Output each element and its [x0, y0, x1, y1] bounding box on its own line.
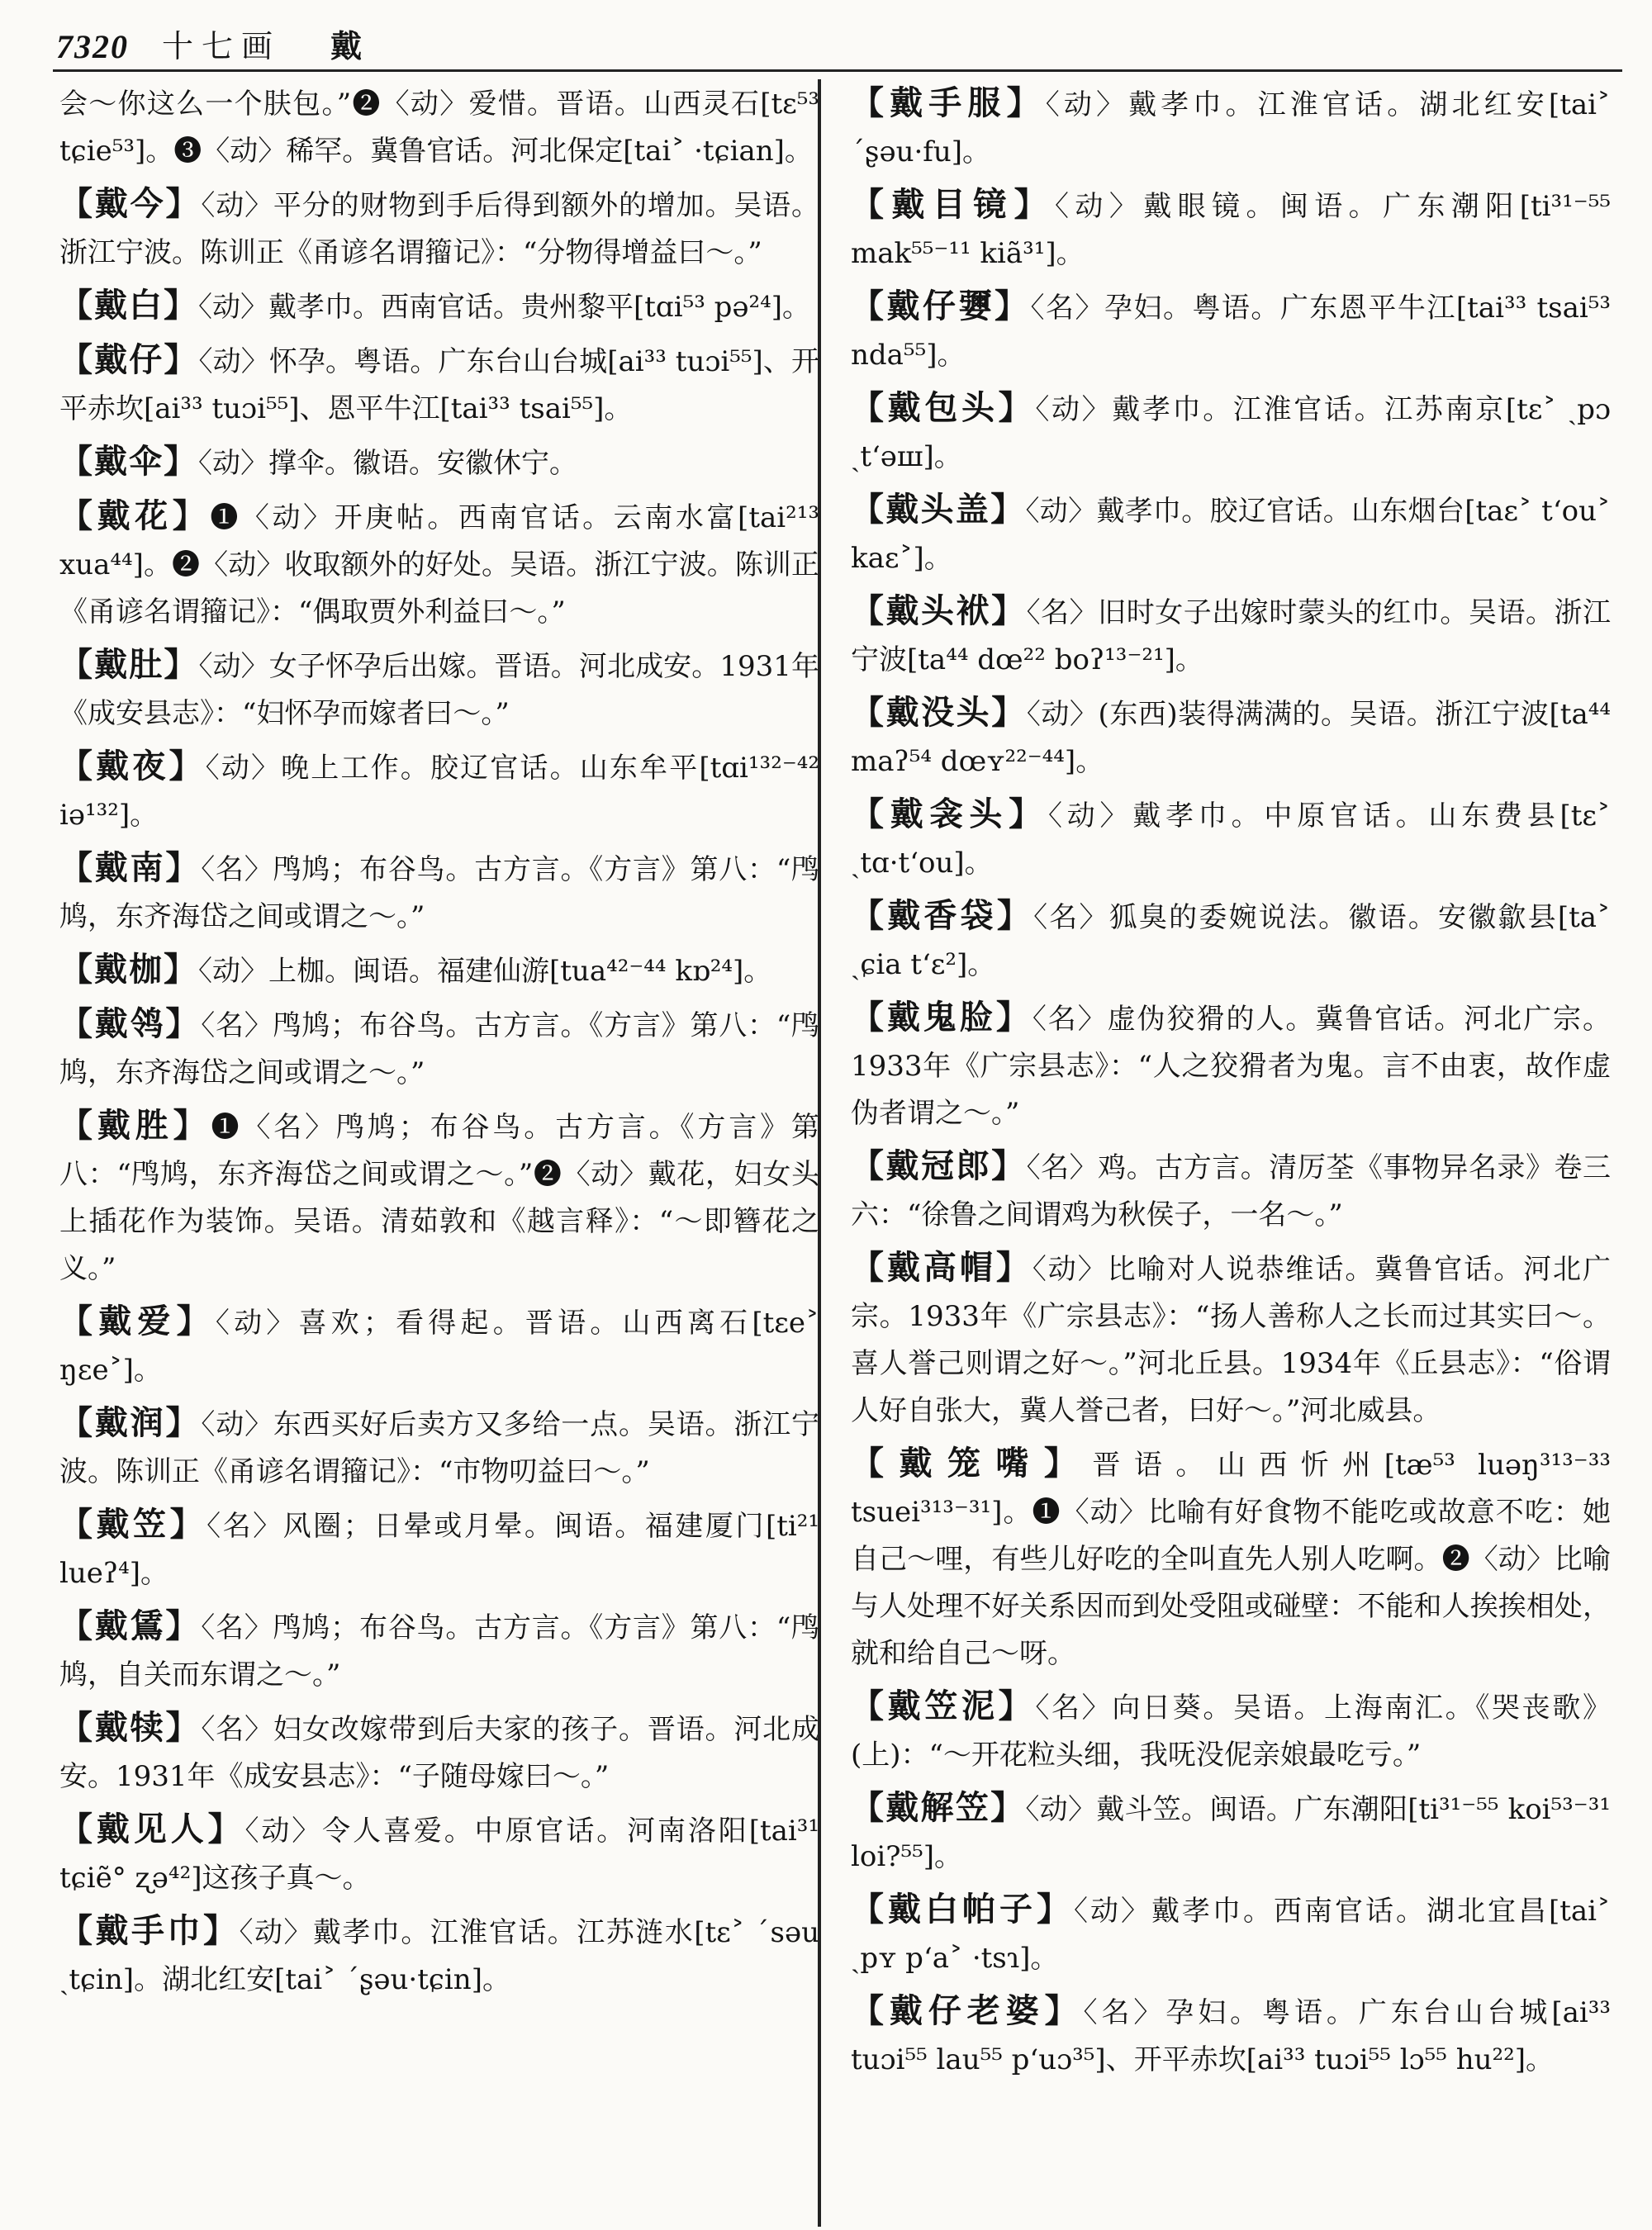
- entry-text: 〈动〉上枷。闽语。福建仙游[tua⁴²⁻⁴⁴ kɒ²⁴]。: [198, 955, 772, 988]
- entry-headword: 【 戴高帽 】: [851, 1248, 1032, 1287]
- entry-headword: 【 戴香袋 】: [851, 896, 1033, 935]
- dictionary-entry: [851, 79, 1611, 176]
- entry-text: 〈动〉戴孝巾。江淮官话。江苏南京[tɛ˃ ˏpɔ ˏt‘əш]。: [851, 393, 1611, 473]
- dictionary-entry: [59, 1298, 819, 1394]
- entry-text: 〈动〉(东西)装得满满的。吴语。浙江宁波[ta⁴⁴ maʔ⁵⁴ dœʏ²²⁻⁴⁴]。: [851, 698, 1611, 778]
- page-header: [56, 12, 1626, 66]
- page-number: 7320: [56, 28, 129, 65]
- entry-text: 〈动〉怀孕。粤语。广东台山台城[ai³³ tuɔi⁵⁵]、开平赤坎[ai³³ tuɔi⁵⁵]、恩平牛江[tai³³ tsai⁵⁵]。: [59, 345, 819, 425]
- dictionary-entry: [59, 282, 819, 331]
- dictionary-entry: [851, 1987, 1611, 2084]
- entry-headword: 【 戴鵀 】: [59, 1606, 201, 1645]
- entry-headword: 【 戴夜 】: [59, 747, 206, 785]
- entry-text: 〈动〉戴孝巾。胶辽官话。山东烟台[taɛ˃ t‘ou˃ kaɛ˃]。: [851, 495, 1611, 575]
- entry-text: 〈动〉戴孝巾。西南官话。湖北宜昌[tai˃ ˏpʏ p‘a˃ ·tsɿ]。: [851, 1895, 1611, 1975]
- dictionary-entry: [851, 486, 1611, 582]
- entry-text: 〈名〉旧时女子出嫁时蒙头的红巾。吴语。浙江宁波[ta⁴⁴ dœ²² boʔ¹³⁻²¹]。: [851, 596, 1611, 676]
- entry-text: 〈动〉平分的财物到手后得到额外的增加。吴语。浙江宁波。陈训正《甬谚名谓籀记》：“分物得增益曰～。”: [59, 189, 819, 269]
- dictionary-entry: [59, 336, 819, 433]
- entry-headword: 【 戴今 】: [59, 184, 201, 223]
- dictionary-entry: [59, 438, 819, 487]
- entry-text: 会～你这么一个肤包。”❷〈动〉爱惜。晋语。山西灵石[tɛ⁵³ tɕie⁵³]。❸〈动〉稀罕。冀鲁官话。河北保定[tai˃ ·tɕian]。: [59, 88, 819, 168]
- entry-headword: 【 戴爱 】: [59, 1302, 216, 1340]
- entry-text: 〈动〉喜欢；看得起。晋语。山西离石[tɛe˃ ŋɛe˃]。: [59, 1307, 819, 1387]
- dictionary-entry: [59, 1602, 819, 1699]
- entry-text: 〈名〉妇女改嫁带到后夫家的孩子。晋语。河北成安。1931年《成安县志》：“子随母嫁曰～。”: [59, 1713, 819, 1793]
- dictionary-entry: [59, 1000, 819, 1097]
- dictionary-entry: [851, 587, 1611, 684]
- dictionary-entry: [851, 181, 1611, 278]
- dictionary-entry: [59, 1805, 819, 1902]
- dictionary-entry: [851, 1886, 1611, 1982]
- left-column: [59, 79, 819, 2218]
- entry-headword: 【 戴犊 】: [59, 1708, 201, 1747]
- dictionary-entry: [59, 1102, 819, 1293]
- entry-text: 〈动〉令人喜爱。中原官话。河南洛阳[tai³¹ tɕiẽ° ʐə⁴²]这孩子真～。: [59, 1815, 819, 1895]
- dictionary-entry: [59, 1501, 819, 1597]
- entry-headword: 【 戴手服 】: [851, 83, 1046, 122]
- entry-headword: 【 戴仔㜷 】: [851, 287, 1030, 325]
- entry-text: 〈名〉鸤鸠；布谷鸟。古方言。《方言》第八：“鸤鸠，自关而东谓之～。”: [59, 1611, 819, 1691]
- entry-headword: 【 戴花 】: [59, 496, 210, 535]
- entry-headword: 【 戴笼嘴 】: [851, 1444, 1092, 1483]
- dictionary-entry: [851, 689, 1611, 785]
- dictionary-entry: [851, 1244, 1611, 1435]
- entry-headword: 【 戴伞 】: [59, 442, 198, 481]
- entry-headword: 【 戴包头 】: [851, 388, 1035, 427]
- entry-text: 〈名〉孕妇。粤语。广东恩平牛江[tai³³ tsai⁵³ nda⁵⁵]。: [851, 292, 1611, 372]
- dictionary-entry: [851, 1142, 1611, 1239]
- dictionary-entry: [851, 282, 1611, 379]
- entry-text: ❶〈动〉开庚帖。西南官话。云南水富[tai²¹³ xua⁴⁴]。❷〈动〉收取额外的好处。吴语。浙江宁波。陈训正《甬谚名谓籀记》：“偶取贾外利益曰～。”: [59, 501, 819, 629]
- entry-headword: 【 戴肚 】: [59, 645, 198, 684]
- entry-headword: 【 戴仔老婆 】: [851, 1991, 1084, 2030]
- entry-text: 〈动〉戴孝巾。西南官话。贵州黎平[tɑi⁵³ pə²⁴]。: [198, 291, 811, 324]
- entry-text: 〈动〉戴斗笠。闽语。广东潮阳[ti³¹⁻⁵⁵ koi⁵³⁻³¹ loi?⁵⁵]。: [851, 1793, 1611, 1873]
- entry-text: 〈名〉向日葵。吴语。上海南汇。《哭丧歌》(上)：“～开花粒头细，我呒没伲亲娘最吃亏。”: [851, 1691, 1611, 1772]
- entry-headword: 【 戴见人 】: [59, 1810, 245, 1848]
- dictionary-entry: [851, 790, 1611, 887]
- entry-text: 〈动〉戴孝巾。中原官话。山东费县[tɛ˃ ˏtɑ·t‘ou]。: [851, 799, 1611, 880]
- running-head-character: 戴: [330, 27, 363, 64]
- stroke-section-title: 十七画: [162, 28, 282, 64]
- column-divider: [818, 79, 821, 2227]
- entry-headword: 【 戴仔 】: [59, 340, 198, 379]
- entry-headword: 【 戴笠 】: [59, 1505, 206, 1544]
- entry-text: 〈动〉戴眼镜。闽语。广东潮阳[ti³¹⁻⁵⁵ mak⁵⁵⁻¹¹ kiã³¹]。: [851, 190, 1611, 270]
- dictionary-entry: [59, 180, 819, 277]
- dictionary-entry: [59, 1399, 819, 1496]
- header-rule: [53, 69, 1622, 72]
- right-column: [851, 79, 1611, 2218]
- dictionary-entry: [851, 1440, 1611, 1677]
- dictionary-entry: [851, 1784, 1611, 1881]
- entry-text: 〈动〉比喻对人说恭维话。冀鲁官话。河北广宗。1933年《广宗县志》：“扬人善称人之长而过其实曰～。喜人誉己则谓之好～。”河北丘县。1934年《丘县志》：“俗谓人好自张大，冀人誉己者，曰好～。”河北威县。: [851, 1253, 1611, 1427]
- entry-headword: 【 戴解笠 】: [851, 1788, 1025, 1827]
- entry-headword: 【 戴衾头 】: [851, 795, 1048, 833]
- entry-headword: 【 戴润 】: [59, 1403, 201, 1442]
- dictionary-entry: [59, 1704, 819, 1801]
- dictionary-entry: [851, 384, 1611, 481]
- dictionary-entry: [59, 844, 819, 941]
- dictionary-entry: [59, 492, 819, 636]
- entry-text: 〈动〉撑伞。徽语。安徽休宁。: [198, 447, 577, 480]
- entry-headword: 【 戴头盖 】: [851, 490, 1025, 529]
- entry-headword: 【 戴没头 】: [851, 693, 1027, 732]
- entry-text: 〈名〉鸤鸠；布谷鸟。古方言。《方言》第八：“鸤鸠，东齐海岱之间或谓之～。”: [59, 853, 819, 933]
- entry-text: 晋语。山西忻州[tæ⁵³ luəŋ³¹³⁻³³ tsuei³¹³⁻³¹]。❶〈动〉比喻有好食物不能吃或故意不吃：她自己～哩，有些儿好吃的全叫直先人别人吃啊。❷〈动〉比喻与人处理不好关系因而到处受阻或碰壁：不能和人挨挨相处，就和给自己～呀。: [851, 1449, 1611, 1670]
- entry-headword: 【 戴鸰 】: [59, 1004, 201, 1043]
- entry-text: 〈动〉晚上工作。胶辽官话。山东牟平[tɑi¹³²⁻⁴² iə¹³²]。: [59, 752, 819, 832]
- entry-text: 〈名〉鸡。古方言。清厉荃《事物异名录》卷三六：“徐鲁之间谓鸡为秋侯子，一名～。”: [851, 1151, 1611, 1231]
- entry-text: 〈动〉东西买好后卖方又多给一点。吴语。浙江宁波。陈训正《甬谚名谓籀记》：“市物叨益曰～。”: [59, 1408, 819, 1488]
- dictionary-entry: [851, 994, 1611, 1137]
- dictionary-entry: [851, 1682, 1611, 1779]
- entry-text: 〈名〉风圈；日晕或月晕。闽语。福建厦门[ti²¹ lueʔ⁴]。: [59, 1510, 819, 1590]
- dictionary-entry: [851, 892, 1611, 989]
- entry-text: 〈动〉女子怀孕后出嫁。晋语。河北成安。1931年《成安县志》：“妇怀孕而嫁者曰～。”: [59, 650, 819, 730]
- entry-headword: 【 戴笠泥 】: [851, 1687, 1035, 1725]
- entry-text: 〈动〉戴孝巾。江淮官话。江苏涟水[tɛ˃ ˊsəu ˏtɕin]。湖北红安[tai˃ ˊʂəu·tɕin]。: [59, 1916, 819, 1996]
- entry-headword: 【 戴枷 】: [59, 950, 198, 989]
- entry-headword: 【 戴南 】: [59, 848, 201, 887]
- entry-headword: 【 戴手巾 】: [59, 1911, 239, 1950]
- entry-headword: 【 戴鬼脸 】: [851, 998, 1032, 1037]
- dictionary-entry: [59, 743, 819, 839]
- dictionary-entry: [59, 946, 819, 995]
- entry-text: 〈名〉虚伪狡猾的人。冀鲁官话。河北广宗。1933年《广宗县志》：“人之狡猾者为鬼。言不由衷，故作虚伪者谓之～。”: [851, 1003, 1611, 1130]
- entry-text: 〈名〉孕妇。粤语。广东台山台城[ai³³ tuɔi⁵⁵ lau⁵⁵ p‘uɔ³⁵]、开平赤坎[ai³³ tuɔi⁵⁵ lɔ⁵⁵ hu²²]。: [851, 1996, 1611, 2076]
- entry-text: 〈名〉鸤鸠；布谷鸟。古方言。《方言》第八：“鸤鸠，东齐海岱之间或谓之～。”: [59, 1009, 819, 1089]
- entry-headword: 【 戴头袱 】: [851, 591, 1027, 630]
- entry-text: 〈动〉戴孝巾。江淮官话。湖北红安[tai˃ ˊʂəu·fu]。: [851, 88, 1611, 168]
- dictionary-entry: [59, 81, 819, 175]
- entry-text: 〈名〉狐臭的委婉说法。徽语。安徽歙县[ta˃ ˏɕia t‘ɛ²]。: [851, 901, 1611, 981]
- entry-text: ❶〈名〉鸤鸠；布谷鸟。古方言。《方言》第八：“鸤鸠，东齐海岱之间或谓之～。”❷〈动〉戴花，妇女头上插花作为装饰。吴语。清茹敦和《越言释》：“～即簪花之义。”: [59, 1111, 819, 1285]
- entry-headword: 【 戴目镜 】: [851, 185, 1055, 224]
- entry-headword: 【 戴胜 】: [59, 1106, 211, 1145]
- dictionary-entry: [59, 641, 819, 738]
- dictionary-entry: [59, 1907, 819, 2004]
- entry-headword: 【 戴白帕子 】: [851, 1890, 1074, 1929]
- entry-headword: 【 戴白 】: [59, 286, 198, 325]
- entry-headword: 【 戴冠郎 】: [851, 1146, 1027, 1185]
